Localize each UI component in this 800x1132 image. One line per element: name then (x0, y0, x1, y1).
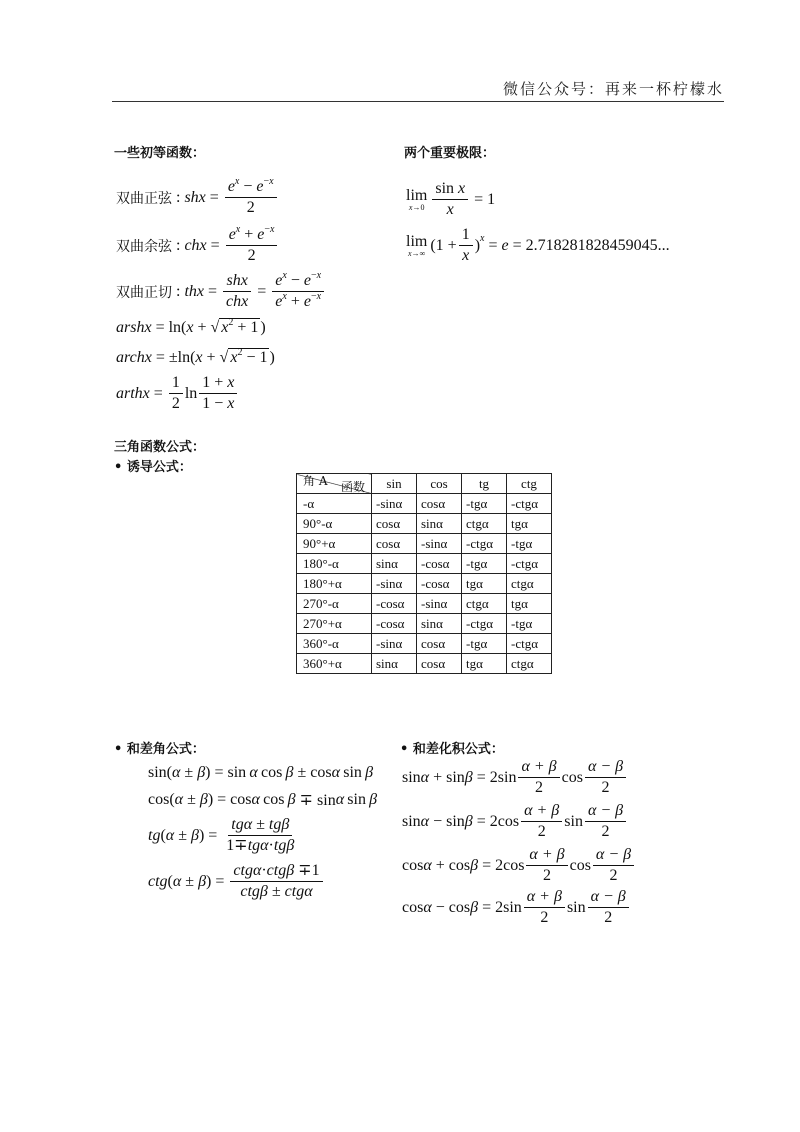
table-row (297, 554, 552, 574)
column-header: tg (462, 474, 507, 494)
table-cell: -sinα (372, 634, 417, 654)
table-cell: -ctgα (507, 634, 552, 654)
table-cell: sinα (372, 654, 417, 674)
row-angle: 360°+α (297, 654, 372, 674)
sinh-label: 双曲正弦 (116, 190, 172, 207)
formula-sinh: 双曲正弦 : shx = $\frac{e^x - e^{-x}}{2}$ (116, 178, 279, 218)
cosh-label: 双曲余弦 (116, 238, 172, 255)
induction-table (296, 473, 552, 674)
table-cell: cosα (417, 654, 462, 674)
formula-artanh: arthx = $\frac{1}{2}$ ln $\frac{1 + x}{1 - x}$ (116, 374, 239, 414)
formula-sin-minus-sin: sin α − sin β = 2cos $\frac{\alpha + \beta}{2}$ sin $\frac{\alpha - \beta}{2}$ (402, 802, 628, 842)
table-cell: -cosα (372, 614, 417, 634)
section-trig-formulas: 三角函数公式： (114, 440, 206, 455)
table-row (297, 654, 552, 674)
formula-tg-sum: tg ( α ± β ) = $\frac{\text{tgα ± tgβ}}{\text{1∓tgα·tgβ}}$ (148, 816, 295, 855)
table-cell: -tgα (507, 614, 552, 634)
table-row (297, 594, 552, 614)
table-cell: -tgα (462, 494, 507, 514)
table-cell: -cosα (417, 554, 462, 574)
column-header: sin (372, 474, 417, 494)
section-elementary-functions: 一些初等函数： (114, 146, 206, 161)
table-cell: -sinα (417, 534, 462, 554)
column-header: ctg (507, 474, 552, 494)
table-cell: -ctgα (462, 534, 507, 554)
corner-top-label: 函数 (340, 480, 365, 494)
table-cell: tgα (507, 594, 552, 614)
formula-ctg-sum: ctg ( α ± β ) = $\frac{\text{ctgα·ctgβ ∓1}}{\text{ctgβ ± ctgα}}$ (148, 862, 325, 902)
row-angle: 90°-α (297, 514, 372, 534)
table-row (297, 634, 552, 654)
table-cell: -cosα (417, 574, 462, 594)
formula-arsinh: arshx = ln( x + √ $x^2 + 1$ ) (116, 317, 266, 336)
row-angle: 270°-α (297, 594, 372, 614)
row-angle: 180°+α (297, 574, 372, 594)
table-cell: cosα (417, 494, 462, 514)
table-cell: cosα (372, 514, 417, 534)
table-cell: -tgα (507, 534, 552, 554)
table-cell: ctgα (507, 654, 552, 674)
table-cell: -ctgα (507, 494, 552, 514)
table-cell: sinα (372, 554, 417, 574)
table-row (297, 494, 552, 514)
table-corner (297, 474, 372, 494)
table-cell: cosα (417, 634, 462, 654)
row-angle: 180°-α (297, 554, 372, 574)
table-row (297, 534, 552, 554)
section-sum-difference: • 和差角公式： (114, 742, 205, 757)
table-cell: -sinα (372, 574, 417, 594)
table-cell: cosα (372, 534, 417, 554)
row-angle: 90°+α (297, 534, 372, 554)
table-cell: sinα (417, 514, 462, 534)
row-angle: 360°-α (297, 634, 372, 654)
e-constant-value: 2.718281828459045... (525, 236, 670, 254)
page-header: 微信公众号：再来一杯柠檬水 (502, 80, 724, 98)
table-cell: sinα (417, 614, 462, 634)
table-cell: ctgα (507, 574, 552, 594)
formula-arcosh: archx = ±ln( x + √ $x^2 - 1$ ) (116, 347, 275, 366)
table-cell: tgα (462, 574, 507, 594)
induction-table-header (297, 474, 552, 494)
formula-cosh: 双曲余弦 : chx = $\frac{e^x + e^{-x}}{2}$ (116, 226, 279, 266)
formula-limit-sin: lim x→0 $\frac{\text{sin x}}{x}$ = 1 (406, 180, 496, 219)
table-cell: -sinα (372, 494, 417, 514)
table-row (297, 574, 552, 594)
table-row (297, 514, 552, 534)
header-rule (112, 101, 724, 102)
tanh-label: 双曲正切 (116, 284, 172, 301)
corner-bottom-label: 角 A (303, 474, 328, 488)
table-cell: -cosα (372, 594, 417, 614)
table-cell: tgα (507, 514, 552, 534)
section-induction-formulas: • 诱导公式： (114, 460, 192, 475)
table-cell: -ctgα (462, 614, 507, 634)
section-important-limits: 两个重要极限： (404, 146, 496, 161)
table-cell: tgα (462, 654, 507, 674)
formula-cos-minus-cos: cos α − cos β = 2sin $\frac{\alpha + \beta}{2}$ sin $\frac{\alpha - \beta}{2}$ (402, 888, 631, 928)
table-cell: ctgα (462, 594, 507, 614)
formula-sin-sum: sin( α ± β ) = sin α cos β ± cos α sin β (148, 764, 374, 781)
table-cell: ctgα (462, 514, 507, 534)
table-row (297, 614, 552, 634)
row-angle: 270°+α (297, 614, 372, 634)
formula-cos-plus-cos: cos α + cos β = 2cos $\frac{\alpha + \beta}{2}$ cos $\frac{\alpha - \beta}{2}$ (402, 846, 636, 886)
column-header: cos (417, 474, 462, 494)
section-sum-to-product: • 和差化积公式： (400, 742, 504, 757)
table-cell: -ctgα (507, 554, 552, 574)
formula-sin-plus-sin: sin α + sin β = 2sin $\frac{\alpha + \beta}{2}$ cos $\frac{\alpha - \beta}{2}$ (402, 758, 628, 798)
table-cell: -tgα (462, 634, 507, 654)
table-cell: -sinα (417, 594, 462, 614)
formula-cos-sum: cos( α ± β ) = cos α cos β ∓ sin α sin β (148, 791, 378, 809)
table-cell: -tgα (462, 554, 507, 574)
formula-tanh: 双曲正切 : thx = $\frac{\text{shx}}{\text{chx}}$ = $\frac{e^x - e^{-x}}{e^x + e^{-x}}$ (116, 272, 326, 312)
formula-limit-e: lim x→∞ (1 + $\frac{1}{x}$ ) x = e = 2.718281828459045... (406, 226, 670, 265)
row-angle: -α (297, 494, 372, 514)
